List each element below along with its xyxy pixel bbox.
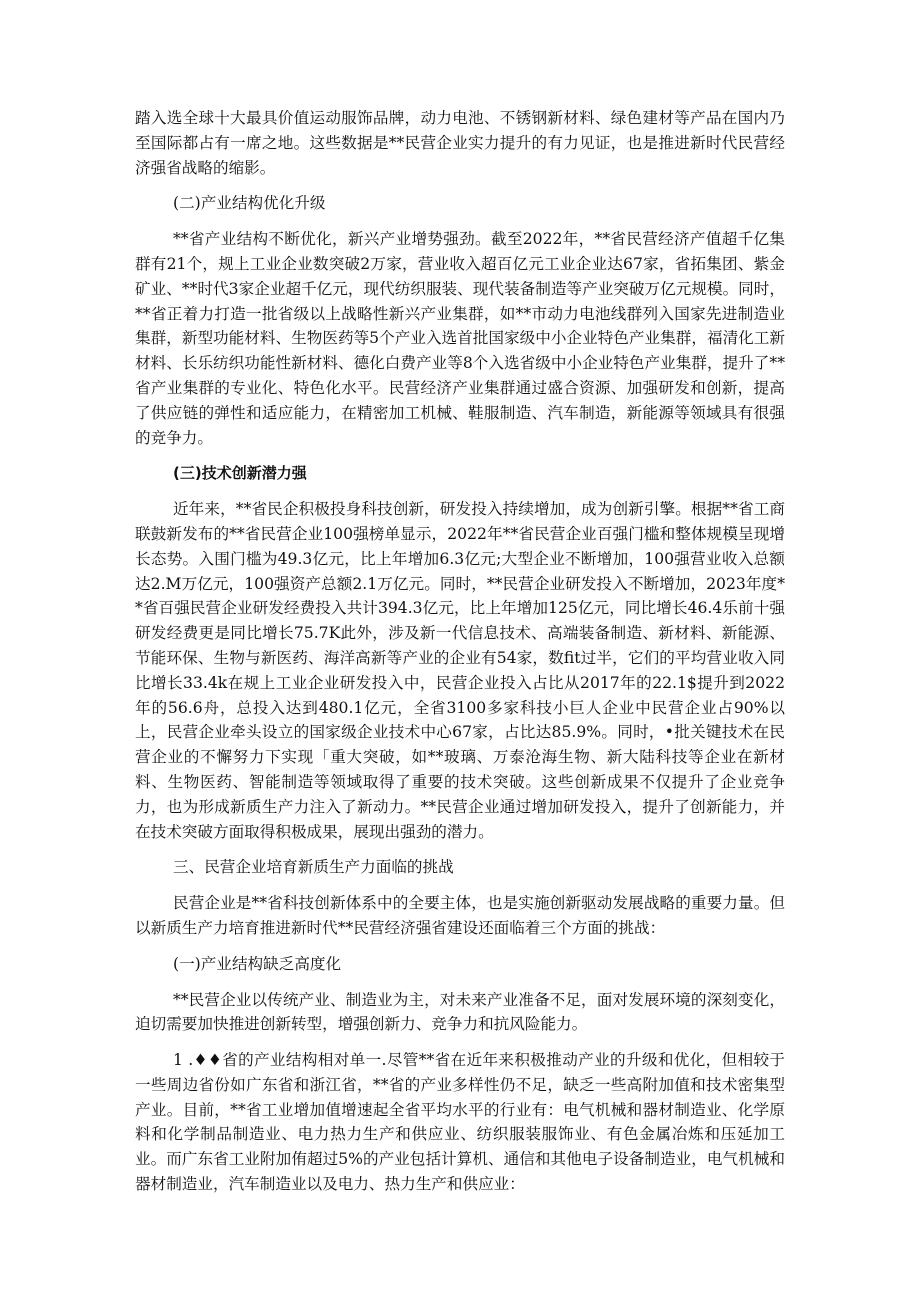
heading-tech-innovation: (三)技术创新潜力强 (173, 464, 307, 483)
heading-industry-structure: (二)产业结构优化升级 (173, 194, 326, 213)
heading-structure-lacks-height: (一)产业结构缺乏高度化 (173, 954, 342, 973)
paragraph-tech-innovation: 近年来，**省民企积极投身科技创新，研发投入持续增加，成为创新引擎。根据**省工商联鼓新发布的**省民营企业100强榜单显示，2022年**省民营企业百强门槛和整体规模呈现增长态势。入围门槛为49.3亿元，比上年增加6.3亿元;大型企业不断增加，100强营业收入总额达2.M万亿元，100强资产总额2.1万亿元。同时，**民营企业研发投入不断增加，2023年度**省百强民营企业研发经费投入共计394.3亿元，比上年增加125亿元，同比增长46.4乐前十强研发经费更是同比增长75.7K此外，涉及新一代信息技术、高端装备制造、新材料、新能源、节能环保、生物与新医药、海洋高新等产业的企业有54家，数fit过半，它们的平均营业收入同比增长33.4k在规上工业企业研发投入中，民营企业投入占比从2017年的22.1$提升到2022年的56.6舟，总投入达到480.1亿元，全省3100多家科技小巨人企业中民营企业占90%以上，民营企业牵头设立的国家级企业技术中心67家，占比达85.9%。同时，•批关键技术在民营企业的不懈努力下实现「重大突破，如**玻璃、万泰沧海生物、新大陆科技等企业在新材料、生物医药、智能制造等领域取得了重要的技术突破。这些创新成果不仅提升了企业竞争力，也为形成新质生产力注入了新动力。**民营企业通过增加研发投入，提升了创新能力，并在技术突破方面取得积极成果，展现出强劲的潜力。 (135, 500, 785, 841)
paragraph-brand-intro: 踏入选全球十大最具价值运动服饰品牌，动力电池、不锈钢新材料、绿色建材等产品在国内乃至国际都占有一席之地。这些数据是**民营企业实力提升的有力见证，也是推进新时代民营经济强省战略的缩影。 (135, 109, 785, 177)
paragraph-industry-structure: **省产业结构不断优化，新兴产业增势强劲。截至2022年，**省民营经济产值超千亿集群有21个，规上工业企业数突破2万家，营业收入超百亿元工业企业达67家，省拓集团、紫金矿业、**时代3家企业超千亿元，现代纺织服装、现代装备制造等产业突破万亿元规模。同时，**省正着力打造一批省级以上战略性新兴产业集群，如**市动力电池线群列入国家先进制造业集群，新型功能材料、生物医药等5个产业入选首批国家级中小企业特色产业集群，福清化工新材料、长乐纺织功能性新材料、德化白费产业等8个入选省级中小企业特色产业集群，提升了**省产业集群的专业化、特色化水平。民营经济产业集群通过盛合资源、加强研发和创新，提高了供应链的弹性和适应能力，在精密加工机械、鞋服制造、汽车制造，新能源等领域具有很强的竞争力。 (135, 230, 785, 447)
paragraph-challenges-intro: 民营企业是**省科技创新体系中的全要主体，也是实施创新驱动发展战略的重要力量。但以新质生产力培育推进新时代**民营经济强省建设还面临着三个方面的挑战： (135, 894, 785, 937)
heading-challenges: 三、民营企业培育新质生产力面临的挑战 (173, 858, 454, 877)
paragraph-traditional-industry: **民营企业以传统产业、制造业为主，对未来产业准备不足，面对发展环境的深刻变化，迫切需要加快推进创新转型，增强创新力、竞争力和抗风险能力。 (135, 990, 785, 1034)
document-page (135, 106, 785, 1197)
paragraph-single-structure: 1 .♦♦省的产业结构相对单一.尽管**省在近年来积极推动产业的升级和优化，但相较于一些周边省份如广东省和浙江省，**省的产业多样性仍不足，缺乏一些高附加值和技术密集型产业。目前，**省工业增加值增速起全省平均水平的行业有：电气机械和器材制造业、化学原料和化学制品制造业、电力热力生产和供应业、纺织服装服饰业、有色金属冶炼和压延加工业。而广东省工业附加侑超过5%的产业包括计算机、通信和其他电子设备制造业，电气机械和器材制造业，汽车制造业以及电力、热力生产和供应业： (135, 1051, 785, 1194)
